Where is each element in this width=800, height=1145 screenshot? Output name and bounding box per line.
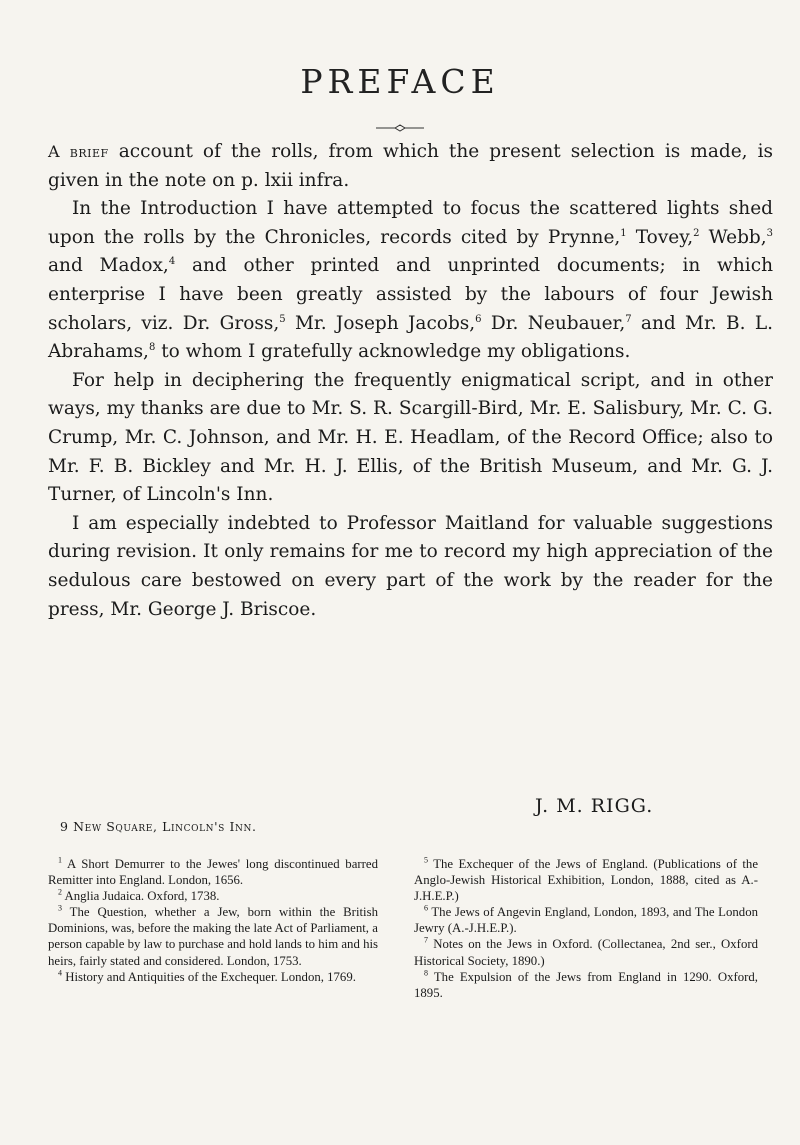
footnote: $^1$ A Short Demurrer to the Jewes' long discontinued barred Remitter into England. London, 1656. bbox=[48, 855, 378, 888]
paragraph-1: A brief account of the rolls, from which the present selection is made, is given in the note on p. lxii infra. bbox=[48, 141, 774, 191]
footnotes-right bbox=[414, 856, 758, 1001]
paragraph-2: In the Introduction I have attempted to focus the scattered lights shed upon the rolls by the Chronicles, records cited by Prynne,$^1$ Tovey,$^2$ Webb,$^3$ and Madox,$^4$ and other printed and unprinted documents; in which enterprise I have been greatly assisted by the labours of four Jewish scholars, viz. Dr. Gross,$^5$ Mr. Joseph Jacobs,$^6$ Dr. Neubauer,$^7$ and Mr. B. L. Abrahams,$^8$ to whom I gratefully acknowledge my obligations. bbox=[48, 198, 774, 363]
footnote: $^6$ The Jews of Angevin England, London, 1893, and The London Jewry (A.-J.H.E.P.). bbox=[414, 904, 758, 936]
paragraph-4: I am especially indebted to Professor Maitland for valuable suggestions during revision. It only remains for me to record my high appreciation of the sedulous care bestowed on every part of the work by the reader for the press, Mr. George J. Briscoe. bbox=[48, 512, 773, 620]
signature: J. M. RIGG. bbox=[535, 795, 654, 817]
footnote: $^3$ The Question, whether a Jew, born within the British Dominions, was, before the making the late Act of Parliament, a person capable by law to purchase and hold lands to him and his heirs, fairly stated and considered. London, 1753. bbox=[48, 904, 378, 968]
footnote-ref: 4 bbox=[168, 256, 176, 268]
preface-body bbox=[48, 138, 773, 624]
address: 9 New Square, Lincoln's Inn. bbox=[60, 819, 257, 834]
ornamental-rule bbox=[376, 124, 424, 132]
footnotes-left bbox=[48, 856, 378, 985]
footnote-ref: 8 bbox=[148, 342, 156, 353]
footnote: $^8$ The Expulsion of the Jews from England in 1290. Oxford, 1895. bbox=[414, 968, 758, 1000]
footnote-ref: 6 bbox=[475, 313, 482, 325]
footnote-ref: 5 bbox=[279, 313, 286, 325]
footnote-ref: 2 bbox=[693, 227, 700, 239]
page-title: PREFACE bbox=[300, 62, 500, 101]
footnote: $^2$ Anglia Judaica. Oxford, 1738. bbox=[58, 887, 220, 904]
footnote-ref: 7 bbox=[625, 313, 632, 325]
footnote: $^4$ History and Antiquities of the Exchequer. London, 1769. bbox=[58, 968, 356, 984]
footnote: $^5$ The Exchequer of the Jews of England. (Publications of the Anglo-Jewish Historical Exhibition, London, 1888, cited as A.-J.H.E.P.) bbox=[414, 855, 758, 904]
footnote-ref: 3 bbox=[766, 227, 774, 239]
footnote: $^7$ Notes on the Jews in Oxford. (Collectanea, 2nd ser., Oxford Historical Society, 1890.) bbox=[414, 936, 759, 968]
footnote-ref: 1 bbox=[620, 227, 627, 239]
paragraph-3: For help in deciphering the frequently enigmatical script, and in other ways, my thanks are due to Mr. S. R. Scargill-Bird, Mr. E. Salisbury, Mr. C. G. Crump, Mr. C. Johnson, and Mr. H. E. Headlam, of the Record Office; also to Mr. F. B. Bickley and Mr. H. J. Ellis, of the British Museum, and Mr. G. J. Turner, of Lincoln's Inn. bbox=[48, 369, 773, 506]
